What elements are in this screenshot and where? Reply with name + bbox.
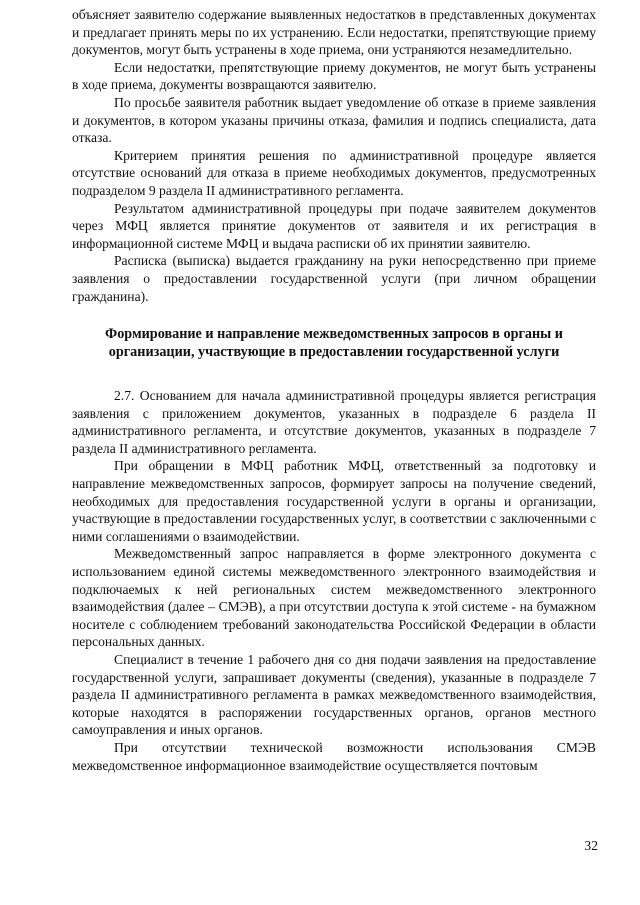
paragraph: При отсутствии технической возможности использования СМЭВ межведомственное информационное взаимодействие осуществляется почтовым bbox=[72, 739, 596, 773]
paragraph: 2.7. Основанием для начала административной процедуры является регистрация заявления с приложением документов, указанных в подразделе 6 раздела II административного регламента, и отсутствие документов, указанных в подразделе 7 раздела II административного регламента. bbox=[72, 388, 596, 456]
paragraph: Межведомственный запрос направляется в форме электронного документа с использованием единой системы межведомственного электронного взаимодействия и подключаемых к ней региональных систем межведомственного электронного взаимодействия (далее – СМЭВ), а при отсутствии доступа к этой системе - на бумажном носителе с соблюдением требований законодательства Российской Федерации в области персональных данных. bbox=[72, 546, 596, 650]
paragraph-continuation: объясняет заявителю содержание выявленных недостатков в представленных документах и предлагает принять меры по их устранению. Если недостатки, препятствующие приему документов, могут быть устранены в ходе приема, они устраняются незамедлительно. bbox=[72, 7, 596, 58]
paragraph: При обращении в МФЦ работник МФЦ, ответственный за подготовку и направление межведомственных запросов, формирует запросы на получение сведений, необходимых для предоставления государственной услуги в органы и организации, участвующие в предоставлении государственных услуг, в соответствии с заключенными с ними соглашениями о взаимодействии. bbox=[72, 458, 596, 544]
document-page bbox=[72, 6, 596, 774]
section-heading-line: организации, участвующие в предоставлении государственной услуги bbox=[108, 344, 560, 361]
paragraph: Результатом административной процедуры при подаче заявителем документов через МФЦ является принятие документов от заявителя и их регистрация в информационной системе МФЦ и выдача расписки об их принятии заявителю. bbox=[72, 200, 596, 251]
paragraph: Специалист в течение 1 рабочего дня со дня подачи заявления на предоставление государственной услуги, запрашивает документы (сведения), указанные в подразделе 7 раздела II административного регламента в рамках межведомственного взаимодействия, которые находятся в распоряжении государственных органов, органов местного самоуправления и иных органов. bbox=[72, 652, 596, 738]
paragraph: Расписка (выписка) выдается гражданину на руки непосредственно при приеме заявления о предоставлении государственной услуги (при личном обращении гражданина). bbox=[72, 253, 596, 304]
section-heading bbox=[72, 325, 596, 361]
section-heading-line: Формирование и направление межведомственных запросов в органы и bbox=[105, 326, 563, 343]
paragraph: По просьбе заявителя работник выдает уведомление об отказе в приеме заявления и документов, в котором указаны причины отказа, фамилия и подпись специалиста, дата отказа. bbox=[72, 94, 596, 146]
paragraph: Критерием принятия решения по административной процедуре является отсутствие оснований для отказа в приеме необходимых документов, предусмотренных подразделом 9 раздела II административного регламента. bbox=[72, 147, 596, 198]
paragraph: Если недостатки, препятствующие приему документов, не могут быть устранены в ходе приема, документы возвращаются заявителю. bbox=[72, 59, 596, 93]
page-number: 32 bbox=[584, 838, 598, 853]
